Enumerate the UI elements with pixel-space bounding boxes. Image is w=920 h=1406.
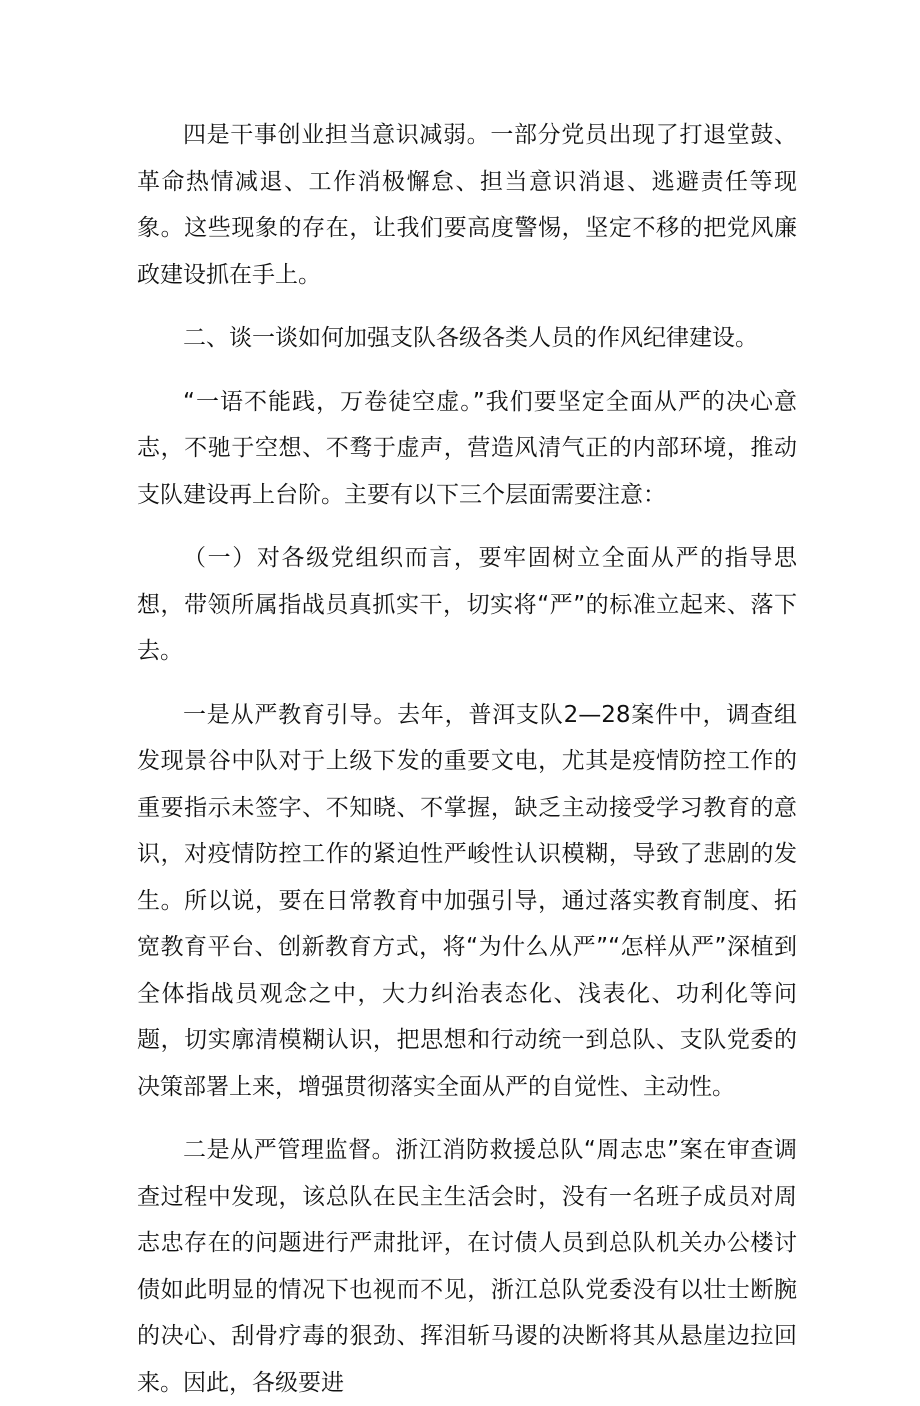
paragraph-supervision: 二是从严管理监督。浙江消防救援总队“周志忠”案在审查调查过程中发现，该总队在民主生活会时，没有一名班子成员对周志忠存在的问题进行严肃批评，在讨债人员到总队机关办公楼讨债如此明显的情况下也视而不见，浙江总队党委没有以壮士断腕的决心、刮骨疗毒的狠劲、挥泪斩马谡的决断将其从悬崖边拉回来。因此，各级要进 xyxy=(137,1137,797,1396)
paragraph-quote-intro: “一语不能践，万卷徒空虚。”我们要坚定全面从严的决心意志，不驰于空想、不骛于虚声，营造风清气正的内部环境，推动支队建设再上台阶。主要有以下三个层面需要注意： xyxy=(137,388,797,508)
paragraph-4-commitment: 四是干事创业担当意识减弱。一部分党员出现了打退堂鼓、革命热情减退、工作消极懈怠、担当意识消退、逃避责任等现象。这些现象的存在，让我们要高度警惕，坚定不移的把党风廉政建设抓在手上。 xyxy=(137,122,797,288)
document-body xyxy=(137,112,797,1406)
section-heading-2: 二、谈一谈如何加强支队各级各类人员的作风纪律建设。 xyxy=(183,325,758,351)
paragraph-education: 一是从严教育引导。去年，普洱支队2—28案件中，调查组发现景谷中队对于上级下发的重要文电，尤其是疫情防控工作的重要指示未签字、不知晓、不掌握，缺乏主动接受学习教育的意识，对疫情防控工作的紧迫性严峻性认识模糊，导致了悲剧的发生。所以说，要在日常教育中加强引导，通过落实教育制度、拓宽教育平台、创新教育方式，将“为什么从严”“怎样从严”深植到全体指战员观念之中，大力纠治表态化、浅表化、功利化等问题，切实廓清模糊认识，把思想和行动统一到总队、支队党委的决策部署上来，增强贯彻落实全面从严的自觉性、主动性。 xyxy=(137,701,797,1100)
subsection-heading-1: （一）对各级党组织而言，要牢固树立全面从严的指导思想，带领所属指战员真抓实干，切实将“严”的标准立起来、落下去。 xyxy=(137,545,797,664)
